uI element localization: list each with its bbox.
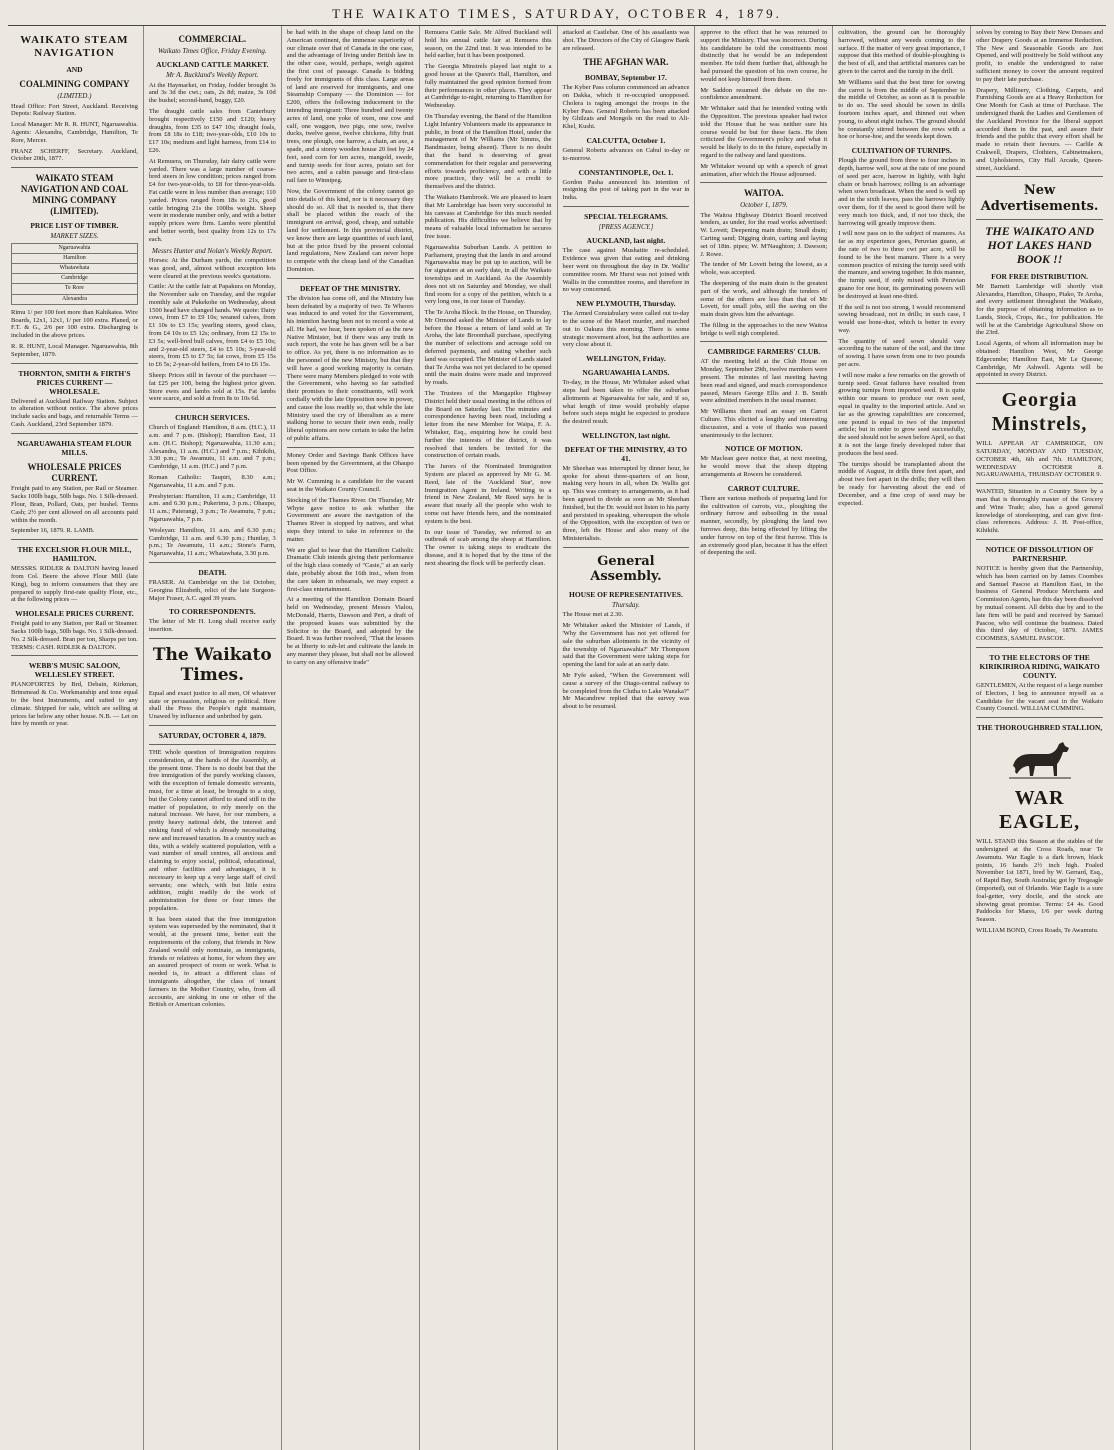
dateline: NEW PLYMOUTH, Thursday.: [576, 299, 676, 309]
table-cell: Te Rore: [12, 284, 138, 294]
table-cell: Cambridge: [12, 274, 138, 284]
article-paragraph: The House met at 2.30.: [562, 611, 624, 619]
section-heading: DEFEAT OF THE MINISTRY, 43 TO 41.: [564, 444, 688, 463]
dateline: SATURDAY, OCTOBER 4, 1879.: [158, 730, 266, 740]
column-4: [420, 26, 558, 1450]
section-subheading: Waikato Times Office, Friday Evening.: [158, 46, 267, 55]
telegram-text: To-day, in the House, Mr Whitaker asked what steps had been taken to offer the suburban allotments at Ngaruawahia for sale, and if so, what length of time would probably elapse before such steps might be expected to produce the desired result.: [562, 379, 690, 426]
ad-text: September 16, 1879. R. LAMB.: [11, 527, 95, 535]
article-paragraph: The draught cattle sales from Canterbury brought respectively £150 and £120; heavy draughts, from £35 to £47 10s; draught foals, from £8 18s to £18; two-year-olds, £10 10s to £17 10s; medium and light harness, from £14 to £26.: [148, 107, 276, 154]
news-item: The Georgia Minstrels played last night to a good house at the Queen's Hall, Hamilton, and fully maintained the good opinion formed from their performances in other places. They appear at Cambridge to-night, returning to Hamilton for Wednesday.: [424, 63, 552, 110]
section-heading: CULTIVATION OF TURNIPS.: [851, 146, 952, 156]
section-heading: HOUSE OF REPRESENTATIVES.: [569, 590, 683, 600]
ad-text: WILL APPEAR AT CAMBRIDGE, ON SATURDAY, MONDAY AND TUESDAY, OCTOBER 4th, 6th and 7th. HAMILTON, WEDNESDAY OCTOBER 8. NGARUAWAHIA, THURSDAY OCTOBER 9.: [976, 440, 1103, 479]
ad-text: Freight paid to any Station, per Rail or Steamer. Sacks 100lb bags, 50lb bags. No. 1 Silk-dressed. Flour, Bran, Pollard, Oats, per bushel. Terms Cash; 2½ per cent allowed on all accounts paid within the month.: [11, 485, 138, 524]
section-heading: CARROT CULTURE.: [727, 483, 800, 493]
masthead: THE WAIKATO TIMES, SATURDAY, OCTOBER 4, 1879.: [8, 4, 1106, 26]
column-5: [558, 26, 696, 1450]
section-heading: SPECIAL TELEGRAMS.: [584, 211, 668, 221]
ad-text: MESSRS. RIDLER & DALTON having leased from Col. Beere the above Flour Mill (late King), beg to inform consumers that they are prepared to supply first-rate quality Flour, etc., at the following prices —: [11, 565, 138, 604]
article-paragraph: cultivation, the ground can be thoroughly harrowed, without any weeds coming to the surface. If the matter of very great importance, I suppose that this method of double-ploughing is the best of all, and that artificial manures can be given to the carrot and the turnip in the drill.: [838, 29, 966, 75]
news-item: The Trustees of the Mangapiko Highway District held their usual meeting in the offices of the Board on Saturday last. The minutes and correspondence having been read, including a letter from the new Member for Waipa, F. A. Whitaker, Esq., enquiring how he could best further the interests of the district, it was resolved that tenders be invited for the construction of certain roads.: [424, 390, 552, 460]
telegram-text: General Roberts advances on Cabul to-day or to-morrow.: [562, 146, 690, 162]
ad-text: solves by coming to Buy their New Dresses and other Drapery Goods at an Immense Reduction. The New and Seasonable Goods are Just Opened, and will positively be Sold without any profit, to enable the undersigned to raise sufficient money to cover the amount required to pay their late purchase.: [976, 29, 1103, 83]
ad-text: Drapery, Millinery, Clothing, Carpets, and Furnishing Goods are at a Heavy Reduction for One Month for Cash at time of Purchase. The undersigned thank the Ladies and Gentlemen of the Auckland Province for the liberal support accorded them in the past, and assure their friends and the public that every effort shall be made to retain their favours. — Carlile & Crakwell, Drapers, Clothiers, Cabinetmakers, and Upholsterers, City Hall Arcade, Queen-street, Auckland.: [976, 86, 1103, 172]
column-2: [144, 26, 282, 1450]
news-item: Stocking of the Thames River. On Thursday, Mr Whyte gave notice to ask whether the Government are aware the navigation of the Thames River is stopped by natives, and what steps they intend to take in reference to the matter.: [286, 496, 414, 543]
news-item: The Te Aroha Block. In the House, on Thursday, Mr Ormond asked the Minister of Lands to lay before the House a return of land sold at Te Aroha, the late Broomhall purchase, specifying the number of selections and acreage sold on deferred payments, and stating whether such land was occupied. The Minister of Lands stated that Te Aroha was not yet declared to be opened until the main drains were made and improved by roads.: [424, 309, 552, 387]
divider: [700, 182, 827, 183]
news-item: On Thursday evening, the Band of the Hamilton Light Infantry Volunteers made its appearance in public, in front of the Hamilton Hotel, under the management of Mr Williams (Mr Simms, the Bandmaster, being absent). There is no doubt that the band is deserving of great commendation for their regular and persevering efforts towards proficiency, and with a little more practice, they will be a credit to themselves and the district.: [424, 112, 552, 191]
ad-heading: THORNTON, SMITH & FIRTH'S PRICES CURRENT — WHOLESALE.: [18, 368, 131, 396]
section-subheading: Mr A. Buckland's Weekly Report.: [166, 71, 259, 80]
divider: [700, 341, 827, 342]
section-heading: CAMBRIDGE FARMERS' CLUB.: [707, 347, 821, 357]
ad-text: PIANOFORTES by Brd, Debain, Kirkman, Brinsmead & Co. Workmanship and tone equal to the best Instruments, and suited to any climate. Shipped for sale, which are selling at prices far below any other house. N.B. — Let on hire by month or year.: [11, 681, 138, 728]
divider: [976, 483, 1103, 484]
article-paragraph: Mr Williams said that the best time for sowing the carrot is from the middle of September to the middle of October, as soon as it is possible to do so. The seed should be sown in drills fourteen inches apart, and thinned out when young, to about eight inches. The ground should be constantly stirred between the rows with a hoe or horse-hoe, and the weeds kept down.: [838, 78, 966, 141]
article-paragraph: Mr Saddon resumed the debate on the no-confidence amendment.: [700, 86, 828, 102]
table-row: [12, 253, 138, 263]
divider: [11, 167, 138, 168]
ad-heading: WAIKATO STEAM NAVIGATION: [20, 34, 129, 60]
ad-text: WILL STAND this Season at the stables of the undersigned at the Cross Roads, near Te Awamutu. War Eagle is a dark brown, black points, 16 hands 2½ inch high. Foaled November 1st 1871, bred by W. Gerrard, Esq., of Rapid Bay, South Australia; got by Tregeagle (imported), out of Orlando. War Eagle is a sure foal-getter, very docile, and the stock are showing great promise. Terms: £4 4s. Good Paddocks for Mares, 1/6 per week during Season.: [976, 838, 1103, 924]
article-paragraph: The Waitoa Highway District Board received tenders, as under, for the road works advertised: W. Lovett; Deepening main drain; Small drain; Carting sand; Digging drain, carting and laying set of 18in. pipes; W. M'Naughton; J. Dawson; J. Rowe.: [700, 211, 828, 258]
section-subheading: Messrs Hunter and Nolan's Weekly Report.: [152, 246, 273, 255]
table-row: [12, 243, 138, 253]
divider: [11, 363, 138, 364]
section-heading: CHURCH SERVICES.: [175, 413, 250, 423]
ad-heading: PRICE LIST OF TIMBER.: [30, 221, 119, 231]
ad-text: Mr Barnett Lambridge will shortly visit Alexandra, Hamilton, Ohaupo, Piako, Te Aroha, and every settlement throughout the Waikato, for the purpose of obtaining information as to Lands, Stock, Crops, &c., for publication. He will be at the Cambridge Agricultural Show on the 23rd.: [976, 282, 1103, 337]
editorial-paragraph: be had with in the shape of cheap land on the American continent, the immense superiority of our climate over that of Canada in the one case, and the advantage of living under British law in the other case, would, perhaps, weigh against the first cost of passage. Canada is bidding freely for immigrants of this class. Large areas of land are reserved for immigrants, and one Steamship Company — the Dominion — for £200, offers the following inducement to the intending immigrant: Three hundred and twenty acres of land, one yoke of oxen, one cow and calf, one waggon, two pigs, one sow, twelve ducks, twelve geese, twelve chickens, fifty fruit trees, one plough, one harrow, a chain, an axe, a spade, and a storey wooden house 20 feet by 24 feet, seed corn for ten acres, mangold, swede, and turnip seeds for four acres, potato set for two acres, and a cabin passage and first-class rail fare to Winnipeg.: [286, 29, 414, 185]
ad-heading: WHOLESALE PRICES CURRENT.: [15, 609, 134, 619]
divider: [976, 383, 1103, 384]
ad-text: Local Manager: Mr R. R. HUNT, Ngaruawahia. Agents: Alexandra, Cambridge, Hamilton, Te Rore, Mercer.: [11, 121, 138, 144]
news-item: At a meeting of the Hamilton Domain Board held on Wednesday, present Messrs Vialou, McDonald, Harris, Dawson and Pert, a draft of the proposed leases was submitted by the Solicitor to the Board, and adopted by the Board. It was further resolved, "That the lessees be at liberty to sub-let and cultivate the lands in any manner they please, but shall not be allowed to carry on any offensive trade": [286, 596, 414, 666]
article-paragraph: The letter of Mr H. Long shall receive early insertion.: [148, 618, 276, 634]
article-paragraph: Mr Whitaker wound up with a speech of great animation, after which the House adjourned.: [700, 162, 828, 178]
article-paragraph: I will now make a few remarks on the growth of turnip seed. Great failures have resulted from growing turnips from imported seed. It is quite within our means to produce our own seed, equal in quality to the imported article. And so far as the growing capabilities are concerned, one pound is equal to two of the imported article; but in order to grow seed successfully, the seed should not be sown before April, so that it is not the large finely developed tuber that produces the best seed.: [838, 371, 966, 457]
divider: [976, 176, 1103, 177]
article-paragraph: Horses: At the Durham yards, the competition was good, and, almost without exception lots were cleared at the previous week's quotations.: [148, 256, 276, 280]
ad-headline: Georgia Minstrels,: [991, 389, 1088, 436]
news-item: We are glad to hear that the Hamilton Catholic Dramatic Club intends giving their performance of the high class comedy of "Caste," at an early date, probably about the 16th inst., when from the care taken in rehearsals, we may expect a first-class entertainment.: [286, 546, 414, 593]
table-cell: Hamilton: [12, 253, 138, 263]
section-heading: TO CORRESPONDENTS.: [169, 607, 256, 617]
ad-heading: NGARUAWAHIA STEAM FLOUR MILLS.: [17, 438, 132, 457]
table-cell: Ngaruawahia: [12, 243, 138, 253]
news-item: attacked at Castlebar. One of his assailants was shot. The Directors of the City of Glasgow Bank are released.: [562, 29, 690, 52]
divider: [563, 547, 690, 548]
ad-text: FRANZ SCHERFF, Secretary. Auckland, October 20th, 1877.: [11, 147, 138, 163]
ad-text: WANTED, Situation in a Country Store by a man that is thoroughly master of the Grocery and Wine Trade; also, has a good general knowledge of storekeeping, and can give first-class references. Address: J. H. Post-office, Kihikihi.: [976, 488, 1103, 535]
news-item: The Jurors of the Nominated Immigration System are placed as approved by Mr G. M. Reed, late of the 'Auckland Star', now Immigration Agent in Ireland. Writing to a friend in New Zealand, Mr Reed says he is aware that nearly all the people who wish to come out have friends here, and the nominated system is the best.: [424, 463, 552, 525]
article-paragraph: Wesleyan: Hamilton, 11 a.m. and 6.30 p.m.; Cambridge, 11 a.m. and 6.30 p.m.; Huntlay, 3 p.m.; Te Awamutu, 11 a.m.; Stone's Farm, Ngaruawahia, 11 a.m.; Whatawhata, 3.30 p.m.: [148, 526, 276, 558]
dateline: WELLINGTON, last night.: [581, 430, 671, 440]
divider: [11, 655, 138, 656]
ad-text: Freight paid to any Station, per Rail or Steamer. Sacks 100lb bags, 50lb bags. No. 1 Silk-dressed. No. 2 Silk-dressed. Bran per ton, Sharps per ton. TERMS: CASH. RIDLER & DALTON.: [11, 620, 138, 651]
table-row: [12, 264, 138, 274]
ad-heading: NOTICE OF DISSOLUTION OF PARTNERSHIP.: [985, 545, 1094, 564]
telegram-text: The Kyber Pass column commenced an advance on Dakka, which it re-occupied unopposed. Cholera is raging amongst the troops in the Kyber Pass. General Roberts has been attacked by Ghilzais and Mongols on the road to Ali-Khel, Kushi.: [562, 84, 690, 131]
ad-heading: FOR FREE DISTRIBUTION.: [991, 271, 1089, 281]
news-item: Money Order and Savings Bank Offices have been opened by the Government, at the Ohaupo Post Office.: [286, 451, 414, 475]
divider: [149, 744, 276, 745]
article-paragraph: The quantity of seed sown should vary according to the nature of the soil, and the time of sowing. I have sown from one to two pounds per acre.: [838, 337, 966, 369]
dateline: CALCUTTA, October 1.: [586, 135, 666, 145]
ad-heading: THE THOROUGHBRED STALLION,: [976, 723, 1103, 733]
telegram-text: The Armed Constabulary were called out to-day to the scene of the Maori murder, and marched out to Oakura this morning. There is some strategic movement afoot, but the authorities are very close about it.: [562, 310, 690, 349]
ad-subheading: (LIMITED.): [57, 92, 92, 101]
table-caption: MARKET SIZES.: [50, 232, 99, 241]
ad-heading: WHOLESALE PRICES CURRENT.: [27, 461, 122, 483]
article-paragraph: Mr Whitaker said that he intended voting with the Opposition. The previous speaker had twice told the House that he was neither sure his course would be but for these facts. He then criticized the Government's policy and what it would be likely to do in the future, especially in regard to the railway and land questions.: [700, 105, 828, 159]
article-paragraph: I will now pass on to the subject of manures. As far as my experience goes, Peruvian guano, at the rate of two to three cwt per acre, will be found to be the best manure. There is a very common practice of mixing the turnip seed with the manure, and sowing together. In this manner, the turnip seed, if only mixed with Peruvian guano for one hour, its germinating powers will be destroyed at least one-third.: [838, 230, 966, 300]
motto: Equal and exact justice to all men, Of whatever state or persuasion, religious or political. Here shall the Press the People's right maintain, Unawed by influence and unbribed by gain.: [148, 689, 276, 721]
telegram-text: The case against Mushattie re-scheduled. Evidence was given that eating and drinking beer went on throughout the day in Dr. Wallis' committee room. Mr Hurst was not joined with Wallis in the committee rooms, and therefore in no way concerned.: [562, 247, 690, 294]
telegram-text: Mr Sheehan was interrupted by dinner hour, he spoke for about three-quarters of an hour, making very hours in all, when Dr. Wallis got up. This was contrary to arrangements, as it had been agreed to divide as soon as Mr Sheehan finished, but the Dr. would not listen to his party and persisted in speaking, whereupon the whole of the Opposition, with the exception of two or three, left the House and also many of the Ministerialists.: [562, 464, 690, 543]
horse-illustration: [976, 736, 1103, 782]
divider: [149, 725, 276, 726]
section-heading: AUCKLAND CATTLE MARKET.: [156, 60, 269, 70]
section-heading: COMMERCIAL.: [178, 34, 247, 44]
divider: [149, 407, 276, 408]
article-paragraph: There are various methods of preparing land for the cultivation of carrots, viz., ploughing the ordinary furrow and subsoiling in the usual manner, secondly, by ploughing the land two furrows deep, this being effected by lifting the under furrow on top of the first furrow. This is an extremely good plan, because it has the effect of deepening the soil.: [700, 494, 828, 557]
divider: [287, 447, 414, 448]
article-paragraph: At Remuera, on Thursday, fair dairy cattle were yarded. There was a large number of coarse-bred steers in low condition; prices ranged from £4 for two-year-olds, to £8 for three-year-olds. Fat cattle were in less number than average; 110 yarded. Prices ranged from 18s to 21s, good cattle bringing 21s the 100lbs weight. Sheep were in moderate number only, and with a better supply prices were firm. Lambs were plentiful and better worth, best quality from 12s to 17s each.: [148, 157, 276, 243]
ad-text: Rimu 1/ per 100 feet more than Kahikatea. Wire Boards, 12x1, 12x1, 1/ per 100 extra. Planed, or F.T. & G., 2/6 per 100 extra. Discharging is included in the above prices.: [11, 308, 138, 340]
column-grid: [6, 26, 1108, 1450]
section-heading: NGARUAWAHIA LANDS.: [582, 368, 670, 378]
ad-text: R. R. HUNT, Local Manager. Ngaruawahia, 8th September, 1879.: [11, 343, 138, 358]
divider: [976, 219, 1103, 220]
dateline: October 1, 1879.: [740, 201, 788, 210]
ad-headline: THE WAIKATO AND HOT LAKES HAND BOOK !!: [985, 223, 1095, 267]
table-row: [12, 294, 138, 304]
ad-heading: WAIKATO STEAM NAVIGATION AND COAL MINING COMPANY (LIMITED).: [20, 173, 129, 216]
ad-text: GENTLEMEN, At the request of a large number of Electors, I beg to announce myself as a Candidate for the vacant seat in the Waikato County Council. WILLIAM CUMMING.: [976, 682, 1103, 713]
article-paragraph: Mr Fyfe asked, "When the Government will cause a survey of the Otago-central railway to be completed from the Clutha to Lake Wanaka?" Mr Macandrew replied that the survey was about to be resumed.: [562, 672, 690, 711]
article-paragraph: Roman Catholic: Taupiri, 8.30 a.m.; Ngaruawahia, 11 a.m. and 7 p.m.: [148, 474, 276, 489]
ad-text: Local Agents, of whom all information may be obtained: Hamilton West, Mr George Edgecumbe; Hamilton East, Mr Le Quesne; Cambridge, Mr Ashwell. Agents will be appointed in every District.: [976, 340, 1103, 379]
section-heading: NOTICE OF MOTION.: [725, 444, 803, 454]
paper-title: The Waikato Times.: [152, 644, 272, 686]
ad-heading: TO THE ELECTORS OF THE KIRIKIRIROA RIDING, WAIKATO COUNTY.: [979, 653, 1100, 680]
article-paragraph: The turnips should be transplanted about the middle of August, in drills three feet apart, and about two feet apart in the drills; they will then be ready for harvesting about the end of December, and a fine crop of seed may be expected.: [838, 460, 966, 507]
article-paragraph: Presbyterian: Hamilton, 11 a.m.; Cambridge, 11 a.m. and 6.30 p.m.; Pukerimu, 3 p.m.; Ohaupo, 11 a.m.; Paterangi, 3 p.m.; Te Awamutu, 7 p.m.; Ngaruawahia, 7 p.m.: [148, 492, 276, 524]
article-paragraph: The division has come off, and the Ministry has been defeated by a majority of two. Te Wheoro was induced to and voted for the Government, his intention having been not to record a vote at all. He had, we hear, been spoken of as the new Native Minister, but if there was any truth in such report, the vote he has given will be a bar to office. As yet, there is no information as to the personnel of the new Ministry, but that they will have a good working majority is certain. There were many Members pledged to vote with the Government, who having so far satisfied their promises to their constituents, will work cordially with the late Opposition now in power, and cause the loss readily so, that while the late Ministry used the cry of liberalism as a mere stalking horse to secure their own ends, really liberal opinions are now certain to take the helm of public affairs.: [286, 294, 414, 443]
article-paragraph: Mr Williams then read an essay on Carrot Culture. This elicited a lengthy and interesting discussion, and a vote of thanks was passed unanimously to the lecturer.: [700, 408, 828, 439]
timber-price-table: [11, 243, 138, 305]
section-title: New Advertisements.: [980, 183, 1099, 214]
article-paragraph: FRASER. At Cambridge on the 1st October, Georgina Elizabeth, relict of the late Surgeon-Major Fraser, A.C. aged 39 years.: [148, 579, 276, 602]
news-item: The Waikato Hambrook. We are pleased to learn that Mr Lambridge has been very successful in his canvass at Cambridge for this much needed publication. His difficulties we believe that by means of valuable local information he secures free issue.: [424, 193, 552, 240]
section-heading: WAITOA.: [744, 188, 784, 199]
column-1: [6, 26, 144, 1450]
section-subheading: Thursday.: [612, 601, 640, 610]
divider: [976, 539, 1103, 540]
article-paragraph: approve to the effect that he was returned to support the Ministry. That was incorrect. During his candidature he told the constituents most distinctly that he would be an independent member. He told them further that, although he had pursued the question of his own course, he would not keep himself from them.: [700, 29, 828, 83]
dateline: WELLINGTON, Friday.: [586, 354, 666, 364]
article-paragraph: Mr Maclean gave notice that, at next meeting, he would move that the sheep dipping arrangements at Rowers be considered.: [700, 455, 828, 479]
ad-text: Delivered at Auckland Railway Station. Subject to alteration without notice. The above prices include sacks and bags, and returnable Terms — Cash. Auckland, 23rd September 1879.: [11, 397, 138, 429]
article-paragraph: Church of England: Hamilton, 8 a.m. (H.C.), 11 a.m. and 7 p.m. (Bishop); Hamilton East, 11 a.m. (H.C. Bishop); Ngaruawahia, 11.30 a.m.; Alexandra, 11 a.m. (H.C.) and 7 p.m.; Kihikihi, 3.30 p.m.; Te Awamutu, 11 a.m. and 7 p.m.; Cambridge, 11 a.m. (H.C.) and 7 p.m.: [148, 424, 276, 471]
news-item: Remuera Cattle Sale. Mr Alfred Buckland will hold his annual cattle fair at Remuera this season, on the 22nd inst. It was intended to be held earlier, but it has been postponed.: [424, 29, 552, 60]
divider: [149, 638, 276, 639]
article-paragraph: The deepening of the main drain is the greatest part of the work, and although the tenders of some of the others are less than that of Mr Lovett, for small jobs, still the saving on the main drain gives him the advantage.: [700, 279, 828, 319]
editorial-paragraph: It has been stated that the free immigration system was superseded by the nominated, that it would, at the present time, better suit the requirements of the colony, that friends in New Zealand would only nominate, as immigrants, friends or relatives at home, for whom they are an assured prospect of room or work. What is needed is, to attract a different class of immigrants altogether, the class of tenant farmers in the Mother Country, who, from all accounts, are sinking in one or other of the British or American colonies.: [148, 915, 276, 1009]
ad-headline: WAR EAGLE,: [999, 787, 1081, 834]
article-paragraph: At the Haymarket, on Friday, fodder brought 3s and 3s 3d the cwt.; oats, 2s 8d; maize, 3s 10d the bushel; second-hand, buggy, £20.: [148, 81, 276, 105]
divider: [976, 717, 1103, 718]
ad-heading: THE EXCELSIOR FLOUR MILL, HAMILTON.: [17, 545, 132, 564]
article-paragraph: Cattle: At the cattle fair at Papakura on Monday, the November sale on Tuesday, and the regular monthly sale at Pukekohe on Wednesday, about 1500 head have changed hands. We quote: Dairy cows, from £7 to £9 10s; weaned calves, from £1 10s to £3 15s; yearling steers, good class, from £4 10s to £5 12s; ordinary, from £2 15s to £3 5s; well-bred bull calves, from £4 to £5 10s; and 2-year-old steers, £4 to £5 10s; 3-year-old steers, from £5 to £7 5s; fat cows, from £5 15s to £6 5s; 2-year-old heifers, from £4 to £6 15s.: [148, 283, 276, 369]
section-title: General Assembly.: [590, 553, 662, 585]
divider: [976, 647, 1103, 648]
column-8: [971, 26, 1108, 1450]
article-paragraph: If the soil is not too strong, I would recommend sowing broadcast, not in drills; in such case, I would use bone-dust, which is better in every way.: [838, 303, 966, 334]
dateline: CONSTANTINOPLE, Oct. 1.: [578, 167, 674, 177]
article-paragraph: Plough the ground from three to four inches in depth, harrow well, sow at the rate of one pound of seed per acre, harrow in lightly, with light chain or brush harrows; rolling is an advantage when sown broadcast. When the seed is well up and in the sixth leaves, pass the harrows lightly over them, for if the seed is good there will be very much too thick, and, if not too thick, the harrowing will greatly improve them.: [838, 157, 966, 227]
divider: [287, 278, 414, 279]
column-7: [833, 26, 971, 1450]
section-heading: DEATH.: [198, 568, 227, 577]
news-item: In our issue of Tuesday, we referred to an outbreak of scab among the sheep at Hamilton. The owner is taking steps to eradicate the disease, and it is hoped that by the time of the next shearing the flock will be perfectly clean.: [424, 528, 552, 567]
ad-signature: WILLIAM BOND, Cross Roads, Te Awamutu.: [976, 926, 1099, 934]
article-paragraph: AT the meeting held at the Club House on Monday, September 29th, twelve members were present. The minutes of last meeting having been read and signed, and much correspondence passed, Messrs George Ellis and J. B. Smith were admitted members in the usual manner.: [700, 358, 828, 405]
article-paragraph: Mr Whitaker asked the Minister of Lands, if 'Why the Government has not yet offered for sale the suburban allotments in the vicinity of the township of Ngaruawahia?' Mr Thompson said that the Government were taking steps for opening the land for sale at an early date.: [562, 622, 690, 669]
news-item: Mr W. Cumming is a candidate for the vacant seat in the Waikato County Council.: [286, 478, 414, 494]
divider: [11, 433, 138, 434]
telegram-text: Gordon Pasha announced his intention of resigning the post of taking part in the war in India.: [562, 178, 690, 202]
horse-icon: [1005, 736, 1075, 782]
ad-text: Head Office: Fort Street, Auckland. Receiving Depots: Railway Station.: [11, 102, 138, 118]
section-heading: DEFEAT OF THE MINISTRY.: [299, 283, 401, 293]
table-cell: Alexandra: [12, 294, 138, 304]
article-paragraph: Sheep: Prices still in favour of the purchaser — fat £25 per 100, being the highest price given. Store ewes and lambs sold at 15s. Fat lambs were scarce, and sold at from 8s to 10s 6d.: [148, 372, 276, 403]
column-6: [695, 26, 833, 1450]
article-paragraph: The tender of Mr Lovett being the lowest, as a whole, was accepted.: [700, 261, 828, 277]
editorial-paragraph: THE whole question of Immigration requires consideration, at the hands of the Assembly, at the present time. There is no doubt but that the free immigration of the purely working classes, with the exception of female domestic servants, must, for a time at least, be brought to a stop, but the Colony cannot afford to stand still in the matter of population, to rely merely on the natural increase. We have, for our numbers, a pretty heavy national debt, the interest and sinking fund of which is already necessitating new and increased taxation. In a country such as this, with a widely scattered population, with a vast number of small centres, all anxious and claiming to enjoy social, political, educational, and other facilities and advantages, it is necessary to keep up a very large staff of civil servants; one which, with but little extra addition, might readily do the work of administration for three or four times the population.: [148, 748, 276, 912]
dateline: AUCKLAND, last night.: [586, 236, 666, 246]
table-cell: Whatawhata: [12, 264, 138, 274]
section-heading: THE AFGHAN WAR.: [583, 57, 669, 68]
ad-heading: AND: [66, 65, 83, 75]
dateline: BOMBAY, September 17.: [585, 73, 667, 83]
divider: [149, 562, 276, 563]
divider: [11, 539, 138, 540]
section-subheading: [PRESS AGENCY.]: [598, 222, 654, 231]
ad-heading: COALMINING COMPANY: [19, 79, 130, 90]
column-3: [282, 26, 420, 1450]
table-row: [12, 274, 138, 284]
article-paragraph: The filling in the approaches to the new Waitoa bridge is well nigh completed.: [700, 321, 828, 337]
editorial-paragraph: Now, the Government of the colony cannot go into details of this kind, nor is it necessary they should do so. All that is needed is, that there shall be placed within the reach of the immigrant on arrival, good, cheap, and suitable land for settlement. In this provincial district, we know there are large quantities of such land, but at the price fixed by the present colonial land regulations, New Zealand can never hope to compete with the cheap land of the Canadian Dominion.: [286, 187, 414, 273]
divider: [563, 206, 690, 207]
ad-heading: WEBB'S MUSIC SALOON, WELLESLEY STREET.: [28, 661, 120, 680]
table-row: [12, 284, 138, 294]
news-item: Ngaruawahia Suburban Lands. A petition to Parliament, praying that the lands in and around Ngaruawahia may be put up to auction, will be for signature at an early date, in all the Waikato townships and in Auckland. As the Assembly does not sit on Saturday and Monday, we shall find room for a copy of the petition, which is a very long one, in our issue of Tuesday.: [424, 243, 552, 306]
ad-text: NOTICE is hereby given that the Partnership, which has been carried on by James Coombes and Samuel Pascoe at Hamilton East, in the business of General Produce Merchants and Commission Agents, has this day been dissolved by mutual consent. All debts due by and to the late firm will be paid and received by Samuel Pascoe, who will continue the business. Dated this third day of October, 1879. JAMES COOMBES, SAMUEL PASCOE.: [976, 565, 1103, 643]
